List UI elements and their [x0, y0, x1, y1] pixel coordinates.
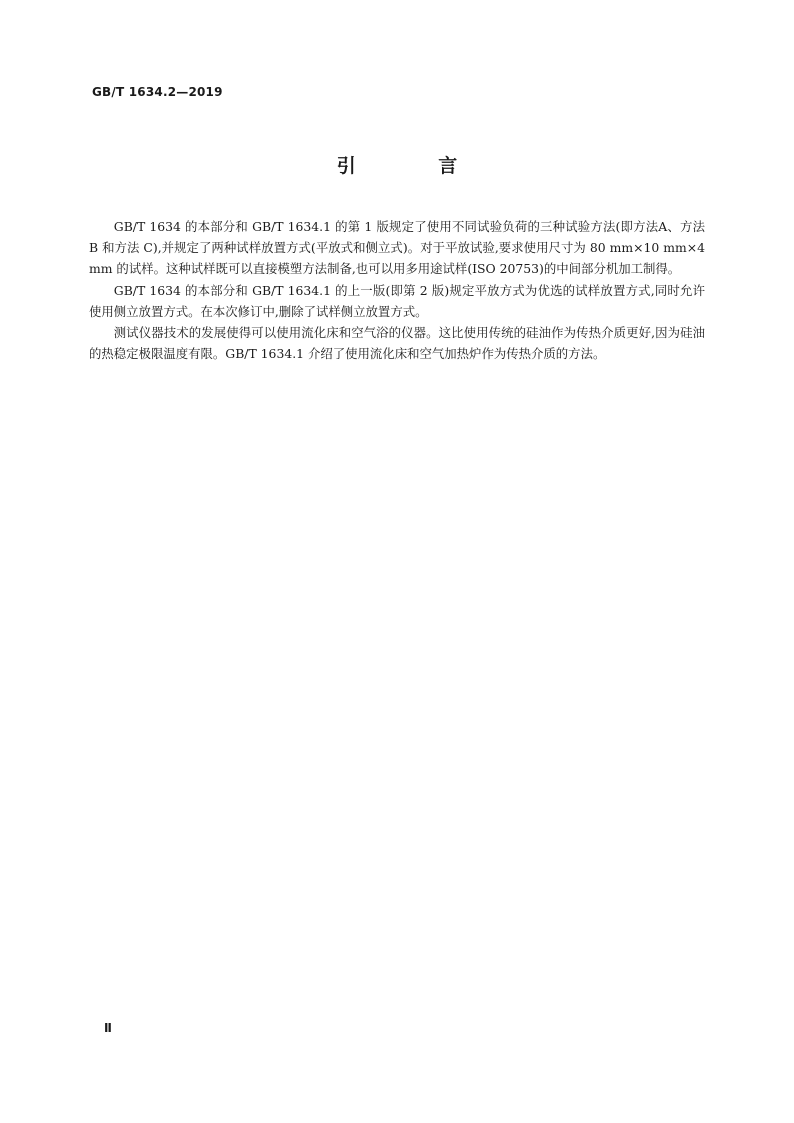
standard-number: GB/T 1634.2—2019	[92, 85, 223, 99]
body-text	[89, 216, 705, 364]
page-title: 引 言	[336, 155, 496, 177]
paragraph-1: GB/T 1634 的本部分和 GB/T 1634.1 的第 1 版规定了使用不同试验负荷的三种试验方法(即方法A、方法 B 和方法 C),并规定了两种试样放置方式(平放式和侧立式)。对于平放试验,要求使用尺寸为 80 mm×10 mm×4 mm 的试样。这种试样既可以直接模塑方法制备,也可以用多用途试样(ISO 20753)的中间部分机加工制得。	[89, 219, 705, 277]
paragraph-2: GB/T 1634 的本部分和 GB/T 1634.1 的上一版(即第 2 版)规定平放方式为优选的试样放置方式,同时允许使用侧立放置方式。在本次修订中,删除了试样侧立放置方式。	[89, 282, 705, 319]
paragraph-3: 测试仪器技术的发展使得可以使用流化床和空气浴的仪器。这比使用传统的硅油作为传热介质更好,因为硅油的热稳定极限温度有限。GB/T 1634.1 介绍了使用流化床和空气加热炉作为传热介质的方法。	[89, 325, 705, 362]
page-number: Ⅱ	[104, 1021, 112, 1035]
